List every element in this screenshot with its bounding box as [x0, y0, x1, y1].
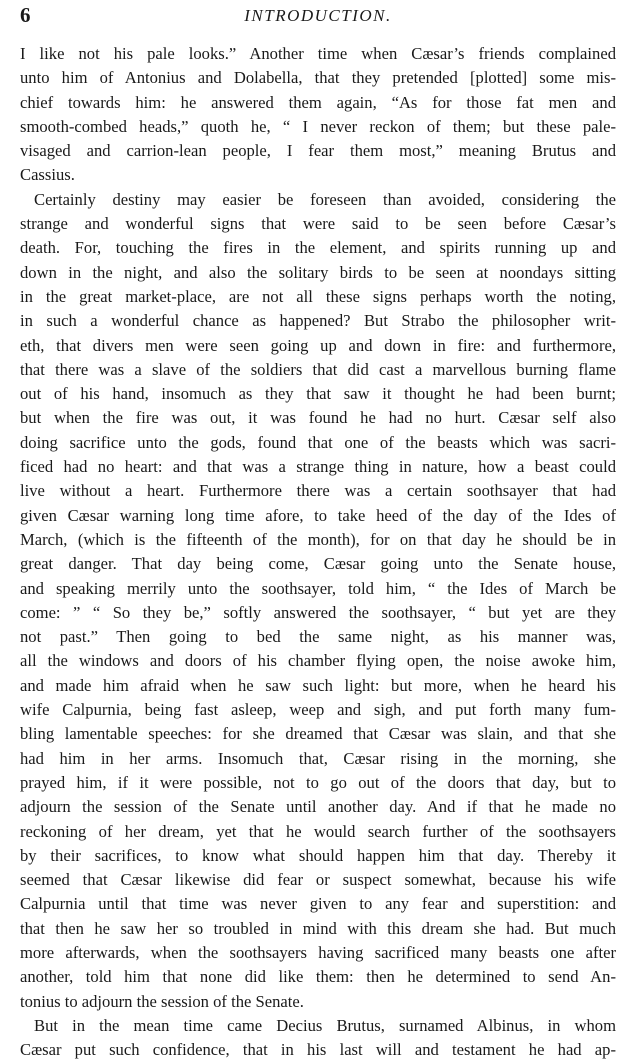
- text-line: eth, that divers men were seen going up and down in fire: and furthermore,: [20, 335, 616, 355]
- text-line: seemed that Cæsar likewise did fear or suspect somewhat, because his wife: [20, 870, 616, 890]
- text-line: ficed had no heart: and that was a strange thing in nature, how a beast could: [20, 457, 616, 477]
- text-line: not past.” Then going to bed the same night, as his manner was,: [20, 627, 616, 647]
- text-line: Cæsar put such confidence, that in his last will and testament he had ap-: [20, 1040, 616, 1060]
- text-line: death. For, touching the fires in the element, and spirits running up and: [20, 238, 616, 258]
- text-line: by their sacrifices, to know what should happen him that day. Thereby it: [20, 845, 616, 865]
- paragraph: [20, 1014, 616, 1062]
- text-line: live without a heart. Furthermore there was a certain soothsayer that had: [20, 481, 616, 501]
- text-line: I like not his pale looks.” Another time when Cæsar’s friends complained: [20, 44, 616, 63]
- page-number: 6: [20, 3, 31, 27]
- body-text: [20, 42, 616, 1062]
- text-line: all the windows and doors of his chamber flying open, the noise awoke him,: [20, 651, 616, 671]
- paragraph: [20, 42, 616, 188]
- text-line: and made him afraid when he saw such light: but more, when he heard his: [20, 675, 616, 695]
- text-line: come: ” “ So they be,” softly answered the soothsayer, “ but yet are they: [20, 602, 616, 622]
- text-line: strange and wonderful signs that were said to be seen before Cæsar’s: [20, 214, 616, 234]
- text-line: unto him of Antonius and Dolabella, that they pretended [plotted] some mis-: [20, 68, 616, 88]
- text-line: another, told him that none did like them: then he determined to send An-: [20, 967, 616, 987]
- running-head: INTRODUCTION.: [244, 6, 392, 25]
- text-line: had him in her arms. Insomuch that, Cæsar rising in the morning, she: [20, 748, 616, 768]
- text-line: Cassius.: [20, 165, 75, 185]
- text-line: visaged and carrion-lean people, I fear them most,” meaning Brutus and: [20, 141, 616, 161]
- text-line: smooth-combed heads,” quoth he, “ I never reckon of them; but these pale-: [20, 116, 616, 136]
- paragraph: [20, 188, 616, 1014]
- text-line: tonius to adjourn the session of the Senate.: [20, 991, 304, 1011]
- text-line: in the great market-place, are not all these signs perhaps worth the noting,: [20, 286, 616, 306]
- text-line: adjourn the session of the Senate until another day. And if that he made no: [20, 797, 616, 817]
- text-line: that then he saw her so troubled in mind with this dream she had. But much: [20, 918, 616, 938]
- text-line: bling lamentable speeches: for she dreamed that Cæsar was slain, and that she: [20, 724, 616, 744]
- text-line: But in the mean time came Decius Brutus, surnamed Albinus, in whom: [34, 1015, 616, 1035]
- text-line: great danger. That day being come, Cæsar going unto the Senate house,: [20, 554, 616, 574]
- text-line: wife Calpurnia, being fast asleep, weep and sigh, and put forth many fum-: [20, 700, 616, 720]
- text-line: Certainly destiny may easier be foreseen than avoided, considering the: [34, 189, 616, 209]
- text-line: but when the fire was out, it was found he had no hurt. Cæsar self also: [20, 408, 616, 428]
- text-line: given Cæsar warning long time afore, to take heed of the day of the Ides of: [20, 505, 616, 525]
- text-line: chief towards him: he answered them again, “As for those fat men and: [20, 92, 616, 112]
- text-line: and speaking merrily unto the soothsayer, told him, “ the Ides of March be: [20, 578, 616, 598]
- text-line: reckoning of her dream, yet that he would search further of the soothsayers: [20, 821, 616, 841]
- text-line: that there was a slave of the soldiers that did cast a marvellous burning flame: [20, 359, 616, 379]
- text-line: down in the night, and also the solitary birds to be seen at noondays sitting: [20, 262, 616, 282]
- text-line: doing sacrifice unto the gods, found that one of the beasts which was sacri-: [20, 432, 616, 452]
- text-line: out of his hand, insomuch as they that saw it thought he had been burnt;: [20, 384, 616, 404]
- text-line: in such a wonderful chance as happened? But Strabo the philosopher writ-: [20, 311, 616, 331]
- text-line: Calpurnia until that time was never given to any fear and superstition: and: [20, 894, 616, 914]
- text-line: more afterwards, when the soothsayers having sacrificed many beasts one after: [20, 942, 616, 962]
- text-line: March, (which is the fifteenth of the month), for on that day he should be in: [20, 529, 616, 549]
- page-header: [20, 3, 616, 29]
- text-line: prayed him, if it were possible, not to go out of the doors that day, but to: [20, 772, 616, 792]
